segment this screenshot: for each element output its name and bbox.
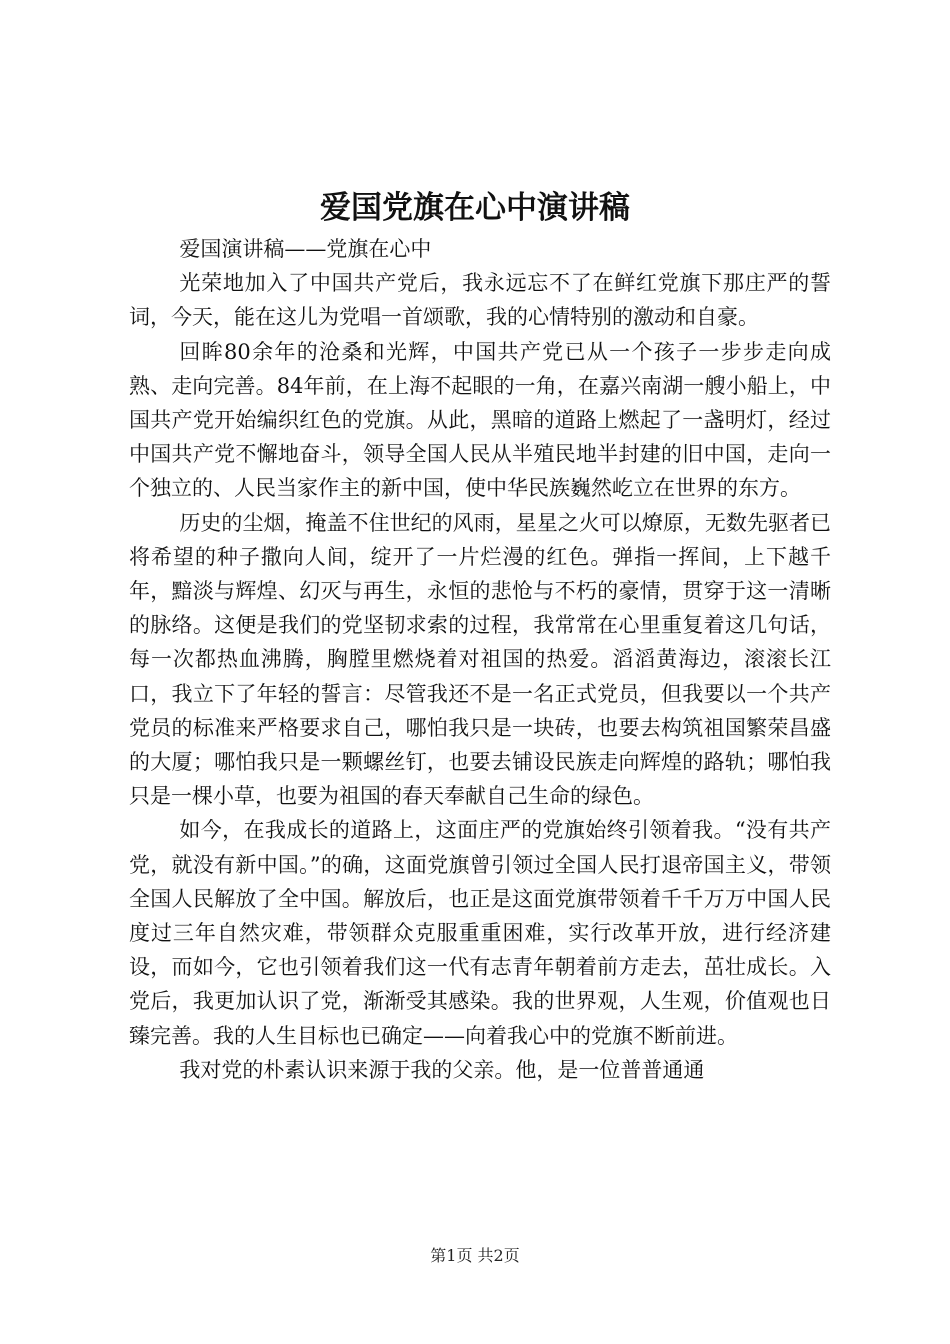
paragraph-4: 如今，在我成长的道路上，这面庄严的党旗始终引领着我。“没有共产党，就没有新中国。”的确，这面党旗曾引领过全国人民打退帝国主义，带领全国人民解放了全中国。解放后，也正是这面党旗带领着千千万万中国人民度过三年自然灾难，带领群众克服重重困难，实行改革开放，进行经济建设，而如今，它也引领着我们这一代有志青年朝着前方走去，茁壮成长。入党后，我更加认识了党，渐渐受其感染。我的世界观，人生观，价值观也日臻完善。我的人生目标也已确定——向着我心中的党旗不断前进。 bbox=[129, 818, 831, 1048]
paragraph-5: 我对党的朴素认识来源于我的父亲。他，是一位普普通通 bbox=[179, 1057, 705, 1082]
document-body bbox=[129, 232, 831, 1087]
document-title: 爱国党旗在心中演讲稿 bbox=[320, 190, 630, 226]
paragraph-1: 光荣地加入了中国共产党后，我永远忘不了在鲜红党旗下那庄严的誓词，今天，能在这儿为党唱一首颂歌，我的心情特别的激动和自豪。 bbox=[129, 271, 831, 330]
document-subtitle: 爱国演讲稿——党旗在心中 bbox=[179, 237, 432, 261]
page-footer: 第1页 共2页 bbox=[430, 1246, 520, 1265]
paragraph-2: 回眸80余年的沧桑和光辉，中国共产党已从一个孩子一步步走向成熟、走向完善。84年前，在上海不起眼的一角，在嘉兴南湖一艘小船上，中国共产党开始编织红色的党旗。从此，黑暗的道路上燃起了一盏明灯，经过中国共产党不懈地奋斗，领导全国人民从半殖民地半封建的旧中国，走向一个独立的、人民当家作主的新中国，使中华民族巍然屹立在世界的东方。 bbox=[129, 339, 831, 501]
paragraph-3: 历史的尘烟，掩盖不住世纪的风雨，星星之火可以燎原，无数先驱者已将希望的种子撒向人间，绽开了一片烂漫的红色。弹指一挥间，上下越千年，黯淡与辉煌、幻灭与再生，永恒的悲怆与不朽的豪情，贯穿于这一清晰的脉络。这便是我们的党坚韧求索的过程，我常常在心里重复着这几句话，每一次都热血沸腾，胸膛里燃烧着对祖国的热爱。滔滔黄海边，滚滚长江口，我立下了年轻的誓言：尽管我还不是一名正式党员，但我要以一个共产党员的标准来严格要求自己，哪怕我只是一块砖，也要去构筑祖国繁荣昌盛的大厦；哪怕我只是一颗螺丝钉，也要去铺设民族走向辉煌的路轨；哪怕我只是一棵小草，也要为祖国的春天奉献自己生命的绿色。 bbox=[129, 510, 831, 809]
